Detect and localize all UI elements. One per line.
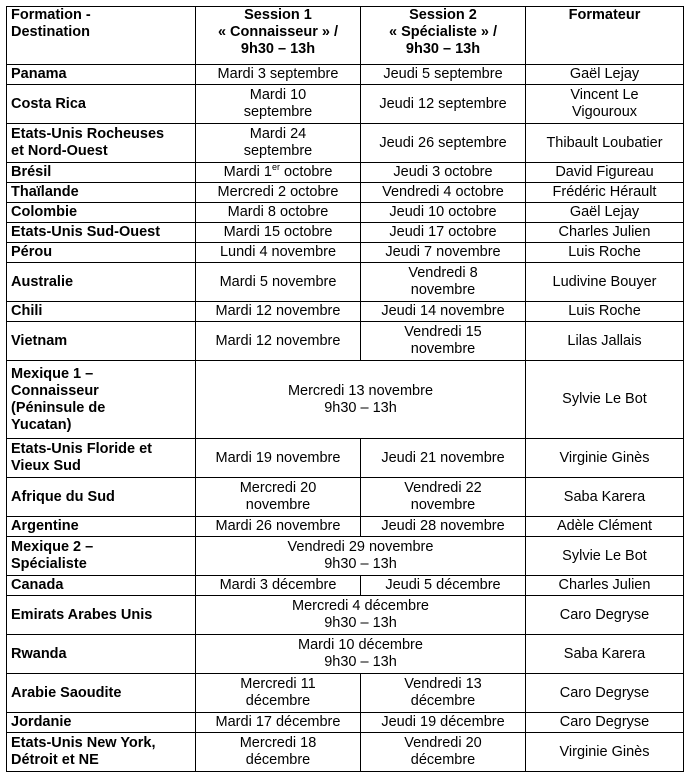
cell-line: Vendredi 15 — [404, 324, 482, 340]
cell-line: Vieux Sud — [11, 458, 81, 474]
cell-line: Mercredi 4 décembre — [292, 598, 429, 614]
session-1-cell — [196, 203, 361, 223]
cell-line: Jeudi 10 octobre — [389, 204, 497, 220]
cell-line: Gaël Lejay — [569, 66, 640, 82]
header-line: « Connaisseur » / — [217, 24, 339, 40]
cell-line: Mardi 19 novembre — [215, 449, 341, 466]
cell-line: Vietnam — [11, 332, 68, 349]
cell-line: David Figureau — [555, 164, 654, 180]
trainer-cell — [526, 85, 684, 124]
cell-line: Thaïlande — [11, 184, 79, 200]
cell-line: Mardi 5 novembre — [219, 273, 337, 290]
cell-line: Mexique 2 – — [11, 539, 94, 555]
cell-line: (Péninsule de — [11, 399, 106, 416]
cell-line: Jeudi 12 septembre — [379, 95, 507, 112]
cell-line: Connaisseur — [11, 382, 99, 399]
cell-line: Mercredi 13 novembre — [287, 382, 434, 399]
trainer-cell — [526, 322, 684, 361]
cell-line: Mardi 12 novembre — [215, 332, 341, 349]
session-2-cell — [361, 674, 526, 713]
cell-line: novembre — [410, 341, 476, 357]
cell-line: décembre — [245, 693, 311, 709]
session-1-cell — [196, 478, 361, 517]
cell-line: Ludivine Bouyer — [552, 273, 657, 290]
cell-line: Gaël Lejay — [569, 204, 640, 220]
trainer-cell — [526, 537, 684, 576]
session-2-cell — [361, 223, 526, 243]
table-row — [7, 85, 684, 124]
trainer-cell — [526, 596, 684, 635]
schedule-body — [7, 65, 684, 772]
header-line: Formateur — [568, 7, 641, 23]
trainer-cell — [526, 674, 684, 713]
header-line: Destination — [11, 24, 90, 40]
cell-line: Jeudi 14 novembre — [381, 303, 505, 319]
destination-cell — [7, 85, 196, 124]
cell-line: Mercredi 18 — [239, 735, 317, 751]
trainer-cell — [526, 361, 684, 439]
header-trainer — [526, 7, 684, 65]
table-row — [7, 203, 684, 223]
cell-line: Virginie Ginès — [559, 743, 650, 760]
table-row — [7, 302, 684, 322]
cell-line: Caro Degryse — [559, 606, 650, 623]
table-row — [7, 635, 684, 674]
session-1-cell — [196, 263, 361, 302]
session-1-cell — [196, 223, 361, 243]
cell-line: Arabie Saoudite — [11, 684, 122, 701]
training-schedule-table — [6, 6, 684, 772]
merged-session-cell — [196, 635, 526, 674]
cell-line: Etats-Unis Sud-Ouest — [11, 224, 161, 240]
cell-line: 9h30 – 13h — [324, 399, 397, 416]
header-line: Formation - — [11, 7, 91, 23]
session-1-cell — [196, 517, 361, 537]
session-1-cell — [196, 85, 361, 124]
session-1-cell — [196, 576, 361, 596]
cell-line: Jeudi 19 décembre — [381, 714, 505, 730]
cell-line: Jeudi 5 septembre — [383, 66, 503, 82]
cell-line: Caro Degryse — [559, 714, 650, 730]
destination-cell — [7, 263, 196, 302]
destination-cell — [7, 243, 196, 263]
table-row — [7, 322, 684, 361]
table-row — [7, 733, 684, 772]
cell-line: décembre — [245, 752, 311, 768]
session-2-cell — [361, 124, 526, 163]
cell-line: novembre — [410, 497, 476, 513]
table-row — [7, 243, 684, 263]
cell-line: Panama — [11, 66, 67, 82]
cell-line: Vendredi 22 — [404, 480, 482, 496]
header-line: Session 1 — [244, 7, 312, 23]
destination-cell — [7, 478, 196, 517]
table-row — [7, 439, 684, 478]
cell-line: Mardi 12 novembre — [215, 303, 341, 319]
cell-line: Emirats Arabes Unis — [11, 606, 153, 623]
cell-line: Vendredi 20 — [404, 735, 482, 751]
header-session-1 — [196, 7, 361, 65]
session-2-cell — [361, 243, 526, 263]
cell-line: Jeudi 28 novembre — [381, 518, 505, 534]
header-destination — [7, 7, 196, 65]
trainer-cell — [526, 517, 684, 537]
trainer-cell — [526, 302, 684, 322]
session-2-cell — [361, 203, 526, 223]
destination-cell — [7, 361, 196, 439]
cell-line: 9h30 – 13h — [324, 556, 397, 572]
cell-line: Jeudi 3 octobre — [393, 164, 493, 180]
destination-cell — [7, 576, 196, 596]
session-1-cell — [196, 183, 361, 203]
cell-line: Détroit et NE — [11, 752, 99, 768]
table-row — [7, 183, 684, 203]
cell-line: septembre — [243, 143, 313, 159]
cell-line: Mardi 17 décembre — [215, 714, 341, 730]
table-row — [7, 713, 684, 733]
destination-cell — [7, 302, 196, 322]
cell-line: Rwanda — [11, 645, 67, 662]
session-2-cell — [361, 85, 526, 124]
cell-line: 9h30 – 13h — [324, 654, 397, 670]
ordinal-suffix: er — [271, 162, 280, 173]
cell-line: Caro Degryse — [559, 684, 650, 701]
destination-cell — [7, 65, 196, 85]
table-row — [7, 65, 684, 85]
trainer-cell — [526, 263, 684, 302]
session-2-cell — [361, 713, 526, 733]
cell-line: Jeudi 7 novembre — [385, 244, 501, 260]
cell-line: novembre — [245, 497, 311, 513]
table-row — [7, 223, 684, 243]
cell-line: Luis Roche — [568, 303, 641, 319]
cell-line: Pérou — [11, 244, 53, 260]
cell-line: Mardi 10 décembre — [298, 637, 423, 653]
cell-line: Chili — [11, 303, 43, 319]
cell-line: Vendredi 8 — [408, 265, 478, 281]
session-2-cell — [361, 163, 526, 183]
cell-line: Brésil — [11, 164, 52, 180]
cell-line: Vigouroux — [571, 104, 638, 120]
cell-line: Costa Rica — [11, 95, 86, 112]
merged-session-cell — [196, 537, 526, 576]
cell-line: Mercredi 20 — [239, 480, 317, 496]
table-row — [7, 263, 684, 302]
trainer-cell — [526, 203, 684, 223]
cell-line: Canada — [11, 577, 64, 593]
table-row — [7, 596, 684, 635]
session-1-cell — [196, 439, 361, 478]
session-1-cell — [196, 124, 361, 163]
destination-cell — [7, 439, 196, 478]
header-line: Session 2 — [409, 7, 477, 23]
cell-line: Mardi 8 octobre — [227, 204, 329, 220]
session-1-cell — [196, 302, 361, 322]
cell-line: et Nord-Ouest — [11, 143, 108, 159]
trainer-cell — [526, 733, 684, 772]
cell-line: 9h30 – 13h — [324, 615, 397, 631]
table-row — [7, 478, 684, 517]
cell-line: Australie — [11, 273, 74, 290]
cell-line: Jeudi 5 décembre — [385, 577, 501, 593]
destination-cell — [7, 674, 196, 713]
table-row — [7, 576, 684, 596]
cell-line: Mardi 3 décembre — [219, 577, 337, 593]
cell-line: Saba Karera — [563, 645, 646, 662]
destination-cell — [7, 163, 196, 183]
cell-line: novembre — [410, 282, 476, 298]
trainer-cell — [526, 635, 684, 674]
destination-cell — [7, 183, 196, 203]
cell-line: Charles Julien — [558, 577, 651, 593]
table-row — [7, 361, 684, 439]
destination-cell — [7, 203, 196, 223]
trainer-cell — [526, 243, 684, 263]
trainer-cell — [526, 713, 684, 733]
trainer-cell — [526, 223, 684, 243]
trainer-cell — [526, 65, 684, 85]
session-2-cell — [361, 517, 526, 537]
cell-line: Virginie Ginès — [559, 449, 650, 466]
cell-line: Vendredi 4 octobre — [382, 184, 504, 200]
merged-session-cell — [196, 361, 526, 439]
session-1-cell — [196, 674, 361, 713]
cell-line: décembre — [410, 752, 476, 768]
session-2-cell — [361, 733, 526, 772]
cell-line: Charles Julien — [558, 224, 651, 240]
destination-cell — [7, 733, 196, 772]
cell-line: Frédéric Hérault — [552, 184, 657, 200]
date-text: octobre — [279, 164, 333, 180]
session-2-cell — [361, 183, 526, 203]
cell-line: Etats-Unis New York, — [11, 735, 156, 751]
session-2-cell — [361, 65, 526, 85]
header-session-2 — [361, 7, 526, 65]
cell-line: Lundi 4 novembre — [219, 244, 337, 260]
destination-cell — [7, 124, 196, 163]
trainer-cell — [526, 163, 684, 183]
cell-line: Vendredi 29 novembre — [287, 539, 434, 555]
destination-cell — [7, 713, 196, 733]
cell-line: Mardi 3 septembre — [217, 66, 339, 82]
cell-line: Yucatan) — [11, 416, 72, 433]
session-2-cell — [361, 478, 526, 517]
session-1-cell — [196, 733, 361, 772]
trainer-cell — [526, 183, 684, 203]
destination-cell — [7, 596, 196, 635]
session-1-cell — [196, 65, 361, 85]
cell-line: Saba Karera — [563, 488, 646, 505]
trainer-cell — [526, 478, 684, 517]
cell-line: décembre — [410, 693, 476, 709]
cell-line: Jeudi 17 octobre — [389, 224, 497, 240]
session-1-cell — [196, 713, 361, 733]
cell-line: Mexique 1 – — [11, 365, 94, 382]
destination-cell — [7, 322, 196, 361]
session-1-cell — [196, 322, 361, 361]
cell-line: Sylvie Le Bot — [562, 391, 647, 407]
cell-line: Mardi 26 novembre — [215, 518, 341, 534]
trainer-cell — [526, 124, 684, 163]
cell-line: Colombie — [11, 204, 78, 220]
destination-cell — [7, 223, 196, 243]
table-row — [7, 537, 684, 576]
cell-line: Spécialiste — [11, 556, 87, 572]
table-row — [7, 517, 684, 537]
header-line: 9h30 – 13h — [240, 41, 316, 57]
cell-line: septembre — [243, 104, 313, 120]
header-line: « Spécialiste » / — [388, 24, 497, 40]
cell-line: Thibault Loubatier — [546, 134, 663, 151]
header-line: 9h30 – 13h — [405, 41, 481, 57]
cell-line: Adèle Clément — [556, 518, 653, 534]
table-row — [7, 163, 684, 183]
session-2-cell — [361, 263, 526, 302]
cell-line: Luis Roche — [568, 244, 641, 260]
trainer-cell — [526, 439, 684, 478]
cell-line: Mercredi 2 octobre — [217, 184, 339, 200]
destination-cell — [7, 537, 196, 576]
cell-line: Vincent Le — [570, 87, 639, 103]
session-1-cell — [196, 243, 361, 263]
table-row — [7, 674, 684, 713]
session-1-cell — [196, 163, 361, 183]
cell-line: Mardi 10 — [249, 87, 307, 103]
cell-line: Jeudi 26 septembre — [379, 134, 507, 151]
cell-line: Etats-Unis Rocheuses — [11, 126, 165, 142]
cell-line: Sylvie Le Bot — [562, 547, 647, 564]
cell-line: Argentine — [11, 518, 79, 534]
session-2-cell — [361, 576, 526, 596]
session-2-cell — [361, 439, 526, 478]
cell-line: Mercredi 11 — [240, 676, 316, 692]
cell-line: Lilas Jallais — [567, 332, 642, 349]
cell-line: Mardi 15 octobre — [223, 224, 333, 240]
cell-line: Mardi 24 — [249, 126, 307, 142]
destination-cell — [7, 517, 196, 537]
trainer-cell — [526, 576, 684, 596]
table-row — [7, 124, 684, 163]
merged-session-cell — [196, 596, 526, 635]
cell-line: Jordanie — [11, 714, 72, 730]
cell-line: Jeudi 21 novembre — [381, 449, 505, 466]
cell-line: Afrique du Sud — [11, 488, 115, 505]
date-text: Mardi 1 — [223, 164, 272, 180]
session-2-cell — [361, 322, 526, 361]
header-row — [7, 7, 684, 65]
destination-cell — [7, 635, 196, 674]
session-2-cell — [361, 302, 526, 322]
cell-line: Etats-Unis Floride et — [11, 441, 152, 457]
cell-line: Vendredi 13 — [404, 676, 482, 692]
